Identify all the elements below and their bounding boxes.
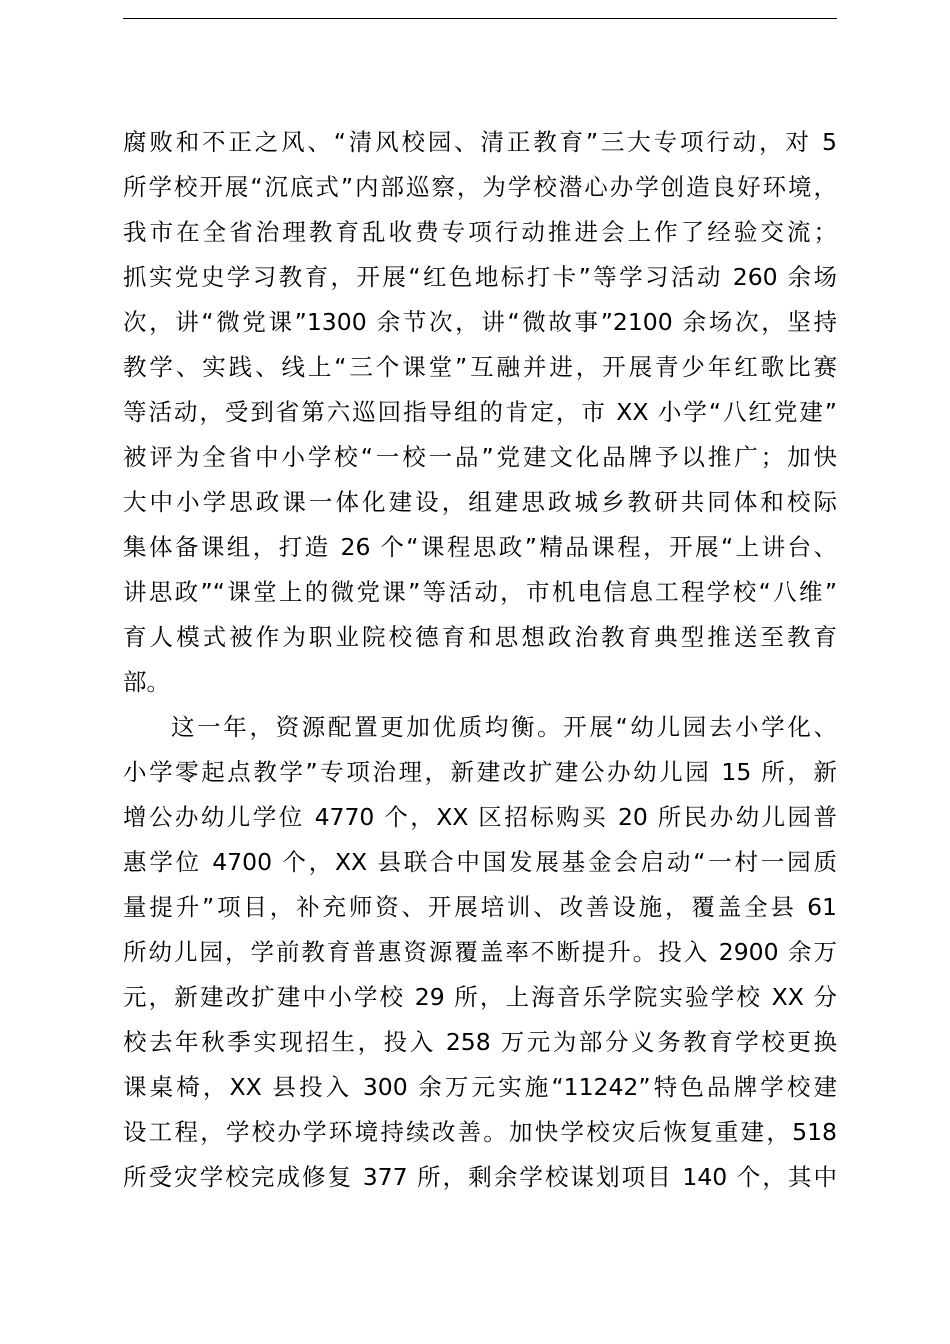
text-line: 元，新建改扩建中小学校 29 所，上海音乐学院实验学校 XX 分 <box>123 983 837 1011</box>
text-line: 量提升”项目，补充师资、开展培训、改善设施，覆盖全县 61 <box>123 893 837 921</box>
text-line: 小学零起点教学”专项治理，新建改扩建公办幼儿园 15 所，新 <box>123 758 837 786</box>
body-text <box>123 120 837 1200</box>
text-line: 增公办幼儿学位 4770 个，XX 区招标购买 20 所民办幼儿园普 <box>123 803 837 831</box>
text-line: 这一年，资源配置更加优质均衡。开展“幼儿园去小学化、 <box>171 713 837 741</box>
text-line: 所幼儿园，学前教育普惠资源覆盖率不断提升。投入 2900 余万 <box>123 938 837 966</box>
text-line: 所学校开展“沉底式”内部巡察，为学校潜心办学创造良好环境， <box>123 173 837 201</box>
text-line: 设工程，学校办学环境持续改善。加快学校灾后恢复重建，518 <box>123 1118 837 1146</box>
text-line: 我市在全省治理教育乱收费专项行动推进会上作了经验交流； <box>123 218 837 246</box>
text-line: 抓实党史学习教育，开展“红色地标打卡”等学习活动 260 余场 <box>123 263 837 291</box>
paragraph-2 <box>123 705 837 1200</box>
text-line: 校去年秋季实现招生，投入 258 万元为部分义务教育学校更换 <box>123 1028 837 1056</box>
text-line: 育人模式被作为职业院校德育和思想政治教育典型推送至教育 <box>123 623 837 651</box>
text-line: 教学、实践、线上“三个课堂”互融并进，开展青少年红歌比赛 <box>123 353 837 381</box>
text-line: 等活动，受到省第六巡回指导组的肯定，市 XX 小学“八红党建” <box>123 398 837 426</box>
text-line: 大中小学思政课一体化建设，组建思政城乡教研共同体和校际 <box>123 488 837 516</box>
text-line: 讲思政”“课堂上的微党课”等活动，市机电信息工程学校“八维” <box>123 578 837 606</box>
text-line: 课桌椅，XX 县投入 300 余万元实施“11242”特色品牌学校建 <box>123 1073 837 1101</box>
text-line: 被评为全省中小学校“一校一品”党建文化品牌予以推广；加快 <box>123 443 837 471</box>
text-line: 惠学位 4700 个，XX 县联合中国发展基金会启动“一村一园质 <box>123 848 837 876</box>
text-line: 腐败和不正之风、“清风校园、清正教育”三大专项行动，对 5 <box>123 128 837 156</box>
paragraph-1 <box>123 120 837 705</box>
text-line: 次，讲“微党课”1300 余节次，讲“微故事”2100 余场次，坚持 <box>123 308 837 336</box>
text-line: 所受灾学校完成修复 377 所，剩余学校谋划项目 140 个，其中 <box>123 1163 837 1191</box>
header-rule <box>123 18 837 19</box>
text-line: 集体备课组，打造 26 个“课程思政”精品课程，开展“上讲台、 <box>123 533 837 561</box>
text-line: 部。 <box>123 668 170 696</box>
